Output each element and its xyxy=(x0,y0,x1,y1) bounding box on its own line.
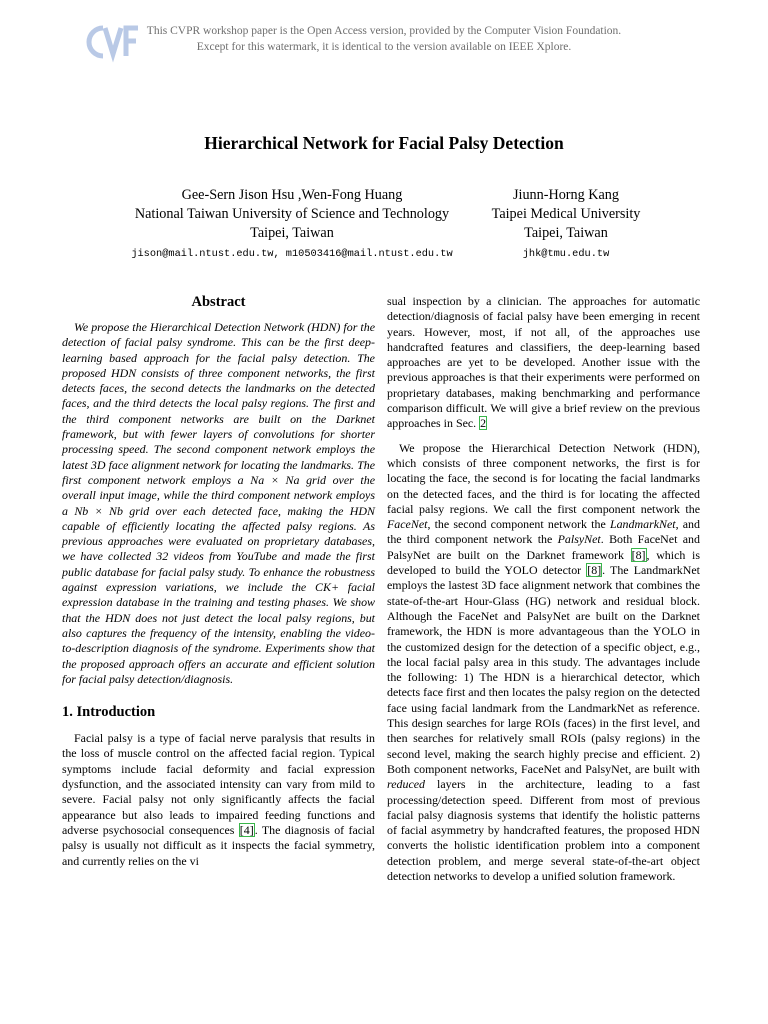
author-affiliation: National Taiwan University of Science and Technology xyxy=(134,206,450,222)
term-reduced: reduced xyxy=(387,777,426,792)
math-na: Na × Na xyxy=(250,472,300,487)
abstract-text: We propose the Hierarchical Detection Network (HDN) for the detection of facial palsy syndrome. This can be the first deep-learning based approach for the facial palsy detection. The proposed HDN consists of three component networks, the first detects faces, the second detects the landmarks on the detected faces, and the third detects the local palsy regions. The first and the third component networks are built on the Darknet framework, but with fewer layers of convolutions for shorter processing speed. The second component network employs the latest 3D face alignment network for locating the landmarks. The first component network employs a Na × Na grid over the overall input image, while the third component network employs a Nb × Nb grid over each detected face, making the HDN capable of efficiently locating the affected palsy regions. As previous approaches were evaluated on proprietary databases, we have collected 32 videos from YouTube and made the first public database for facial palsy study. To enhance the robustness against expression variations, we include the CK+ facial expression database in the training and testing phases. We show that the HDN does not just detect the local palsy regions, but also captures the frequency of the intensity, enabling the video-to-description diagnosis of the syndrome. Experiments show that the proposed approach offers an accurate and efficient solution for facial palsy detection/diagnosis. xyxy=(62,320,376,686)
watermark-line-1: This CVPR workshop paper is the Open Access version, provided by the Computer Vision Foundation. xyxy=(146,25,622,37)
author-block-left xyxy=(82,186,502,264)
abstract-heading: Abstract xyxy=(191,294,246,310)
hdn-paragraph: We propose the Hierarchical Detection Network (HDN), which consists of three component networks, the first is for locating the face, the second is for locating the facial landmarks on the detected faces, and the third is for locating the affected facial palsy regions. We call the first component network the FaceNet, the second component network the LandmarkNet, and the third component network the PalsyNet. Both FaceNet and PalsyNet are built on the Darknet framework [8], which is developed to build the YOLO detector [8]. The LandmarkNet employs the lastest 3D face alignment network that combines the state-of-the-art Hour-Glass (HG) network and residual block. Although the FaceNet and PalsyNet are built on the Darknet framework, the HDN is more advantageous than the YOLO in the customized design for the detection of a specific object, e.g., the local facial palsy area in this study. The advantages include the following: 1) The HDN is a hierarchical detector, which detects face first and then locates the palsy region on the detected face using facial landmark from the LandmarkNet as reference. This design searches for large ROIs (faces) in the first level, and then searches for relatively small ROIs (palsy regions) in the second level, making the search highly precise and efficient. 2) Both component networks, FaceNet and PalsyNet, are built with reduced layers in the architecture, leading to a fast processing/detection speed. Different from most of previous facial palsy diagnosis systems that identify the holistic patterns of facial asymmetry by handcrafted features, the proposed HDN converts the holistic identification problem into a component detection problem, and merge several state-of-the-art object detection networks to develop a unified solution framework. xyxy=(387,440,700,883)
open-access-watermark xyxy=(140,23,628,55)
cvf-logo xyxy=(85,20,139,64)
author-email[interactable]: jhk@tmu.edu.tw xyxy=(522,248,610,260)
author-location: Taipei, Taiwan xyxy=(250,225,334,241)
citation-link[interactable]: [4] xyxy=(239,822,254,837)
author-affiliation: Taipei Medical University xyxy=(491,206,641,222)
left-column xyxy=(62,294,375,869)
intro-paragraph: Facial palsy is a type of facial nerve paralysis that results in the loss of muscle control on the affected facial region. Typical symptoms include facial deformity and facial expression dysfunction, and the associated intensity can vary from mild to severe. Facial palsy not only significantly affects the facial appearance but also leads to impaired feeding functions and adverse psychosocial consequences [4]. The diagnosis of facial palsy is usually not difficult as it inspects the facial symmetry, and currently relies on the vi xyxy=(62,731,375,868)
watermark-line-2: Except for this watermark, it is identical to the version available on IEEE Xplore. xyxy=(196,41,572,53)
author-location: Taipei, Taiwan xyxy=(524,225,608,241)
citation-link[interactable]: [8] xyxy=(587,563,602,578)
intro-paragraph-continued: sual inspection by a clinician. The approaches for automatic detection/diagnosis of facial palsy have been emerging in recent years. However, most, if not all, of the approaches use handcrafted features and classifiers, the deep-learning based approaches are yet to be developed. Another issue with the previous approaches is that their experiments were performed on proprietary databases, making benchmarking and performance comparison difficult. We will give a brief review on the previous approaches in Sec. 2 xyxy=(387,294,700,431)
term-palsynet: PalsyNet xyxy=(557,532,601,547)
math-nb: Nb × Nb xyxy=(74,503,123,518)
section-reference-link[interactable]: 2 xyxy=(480,416,487,431)
author-names: Jiunn-Horng Kang xyxy=(513,187,619,203)
author-email[interactable]: jison@mail.ntust.edu.tw, m10503416@mail.ntust.edu.tw xyxy=(131,248,453,260)
term-landmarknet: LandmarkNet xyxy=(609,517,676,532)
right-column xyxy=(387,294,700,884)
section-heading-introduction: 1. Introduction xyxy=(62,704,156,721)
author-names: Gee-Sern Jison Hsu ,Wen-Fong Huang xyxy=(181,187,403,203)
term-facenet: FaceNet xyxy=(387,517,428,532)
author-block-right xyxy=(470,186,662,264)
paper-title: Hierarchical Network for Facial Palsy Detection xyxy=(204,133,564,153)
citation-link[interactable]: [8] xyxy=(631,547,646,562)
